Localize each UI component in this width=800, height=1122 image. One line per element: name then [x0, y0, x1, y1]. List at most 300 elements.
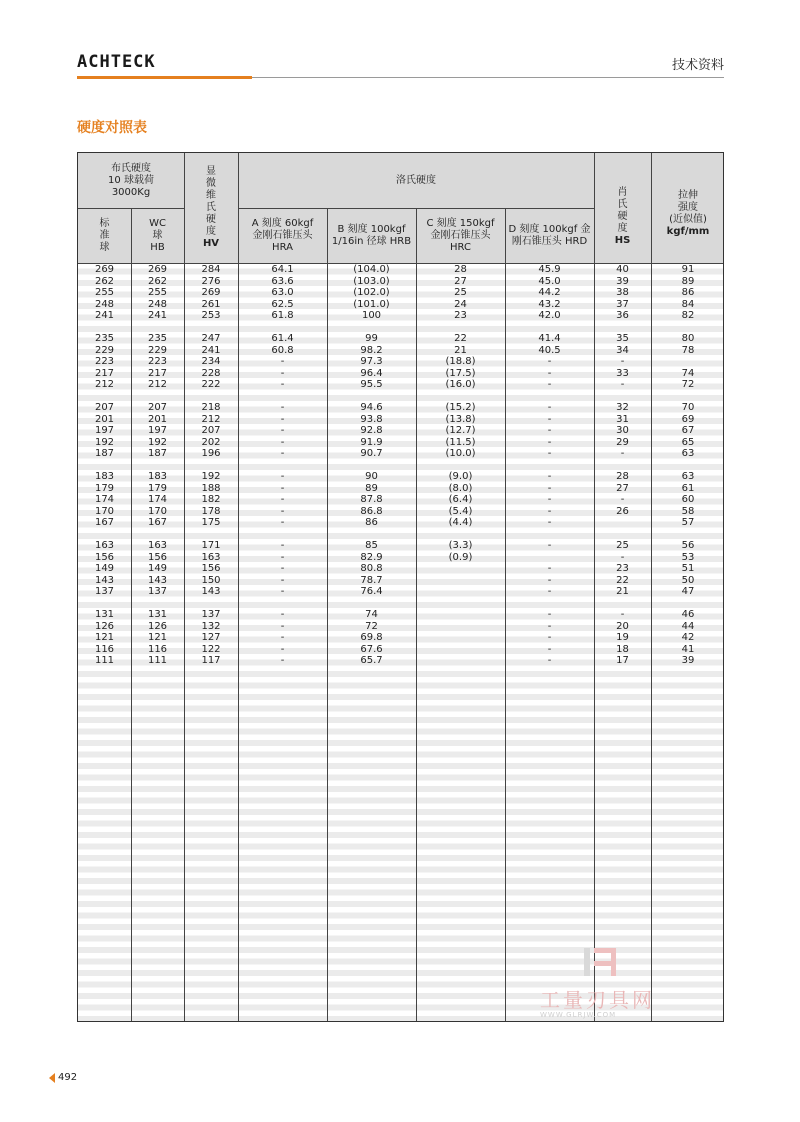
watermark — [530, 944, 670, 1024]
table-row — [78, 368, 723, 380]
hrd-cell: - — [547, 563, 552, 574]
std-ball-cell: 217 — [94, 367, 115, 379]
hrd-cell: - — [547, 402, 552, 413]
tensile-cell: 65 — [681, 436, 695, 448]
hv-cell: 284 — [201, 264, 221, 275]
tensile-cell: 63 — [681, 448, 695, 459]
brinell-group-header: 布氏硬度 10 球载荷 3000Kg — [108, 162, 154, 198]
std-ball-cell: 229 — [94, 344, 115, 356]
hv-cell: 175 — [201, 517, 221, 528]
hrb-header: B 刻度 100kgf 1/16in 径球 HRB — [331, 223, 412, 247]
hv-cell: 150 — [201, 574, 221, 586]
hrc-cell: 27 — [454, 275, 467, 287]
hs-cell: 38 — [616, 287, 629, 298]
hrc-header: C 刻度 150kgf 金刚石锥压头 HRC — [426, 217, 495, 253]
hrd-cell: - — [547, 471, 552, 482]
hrb-cell: 96.4 — [360, 367, 383, 379]
table-row — [78, 494, 723, 506]
std-ball-header: 标准球 — [99, 217, 110, 253]
wc-ball-cell: 121 — [147, 632, 168, 643]
hra-cell: - — [280, 551, 285, 563]
table-row — [78, 437, 723, 449]
wc-ball-cell: 156 — [147, 551, 168, 563]
wc-ball-cell: 235 — [147, 333, 168, 344]
hs-cell: 29 — [616, 436, 629, 448]
hrb-cell: (101.0) — [353, 298, 390, 310]
wc-ball-cell: 187 — [147, 448, 168, 459]
wc-ball-cell: 223 — [147, 356, 168, 367]
hrb-cell: 100 — [361, 310, 382, 321]
hs-cell: - — [620, 494, 625, 505]
hra-cell: - — [280, 425, 285, 436]
wc-ball-cell: 116 — [147, 643, 168, 655]
wc-ball-header: WC 球 HB — [149, 217, 166, 253]
hrb-cell: 74 — [365, 609, 378, 620]
tensile-cell: 44 — [681, 620, 695, 632]
hrd-cell: 43.2 — [538, 298, 561, 310]
hs-cell: 36 — [616, 310, 629, 321]
table-row — [78, 621, 723, 633]
tensile-cell: 61 — [681, 482, 695, 494]
tensile-cell: 53 — [681, 551, 695, 563]
tensile-cell: 42 — [681, 632, 695, 643]
tensile-cell: 58 — [681, 505, 695, 517]
hrd-cell: - — [547, 494, 552, 505]
hs-cell: 40 — [616, 264, 629, 275]
wc-ball-cell: 217 — [147, 367, 168, 379]
tensile-cell: 72 — [681, 379, 695, 390]
hra-cell: - — [280, 632, 285, 643]
std-ball-cell: 212 — [94, 379, 115, 390]
std-ball-cell: 201 — [94, 413, 115, 425]
tensile-cell: 51 — [681, 563, 695, 574]
table-row — [78, 552, 723, 564]
wc-ball-cell: 269 — [147, 264, 168, 275]
table-row — [78, 655, 723, 667]
hs-cell: 32 — [616, 402, 629, 413]
hs-cell: - — [620, 379, 625, 390]
header-accent-rule — [77, 76, 252, 79]
hv-cell: 222 — [201, 379, 221, 390]
hra-cell: - — [280, 471, 285, 482]
wc-ball-cell: 126 — [147, 620, 168, 632]
wc-ball-cell: 179 — [147, 482, 168, 494]
hrd-cell: 45.0 — [538, 275, 561, 287]
hra-cell: - — [280, 517, 285, 528]
hs-cell: 17 — [616, 655, 629, 666]
hv-cell: 212 — [201, 413, 221, 425]
tensile-cell: 41 — [681, 643, 695, 655]
tensile-cell: 39 — [681, 655, 695, 666]
wc-ball-cell: 212 — [147, 379, 168, 390]
table-row — [78, 483, 723, 495]
hrd-cell: - — [547, 413, 552, 425]
hs-cell: 23 — [616, 563, 629, 574]
hra-cell: - — [280, 413, 285, 425]
hrd-cell: 45.9 — [538, 264, 561, 275]
wc-ball-cell: 174 — [147, 494, 168, 505]
hs-cell: 27 — [616, 482, 629, 494]
tensile-cell: 84 — [681, 298, 695, 310]
wc-ball-cell: 183 — [147, 471, 168, 482]
std-ball-cell: 167 — [94, 517, 115, 528]
table-row — [78, 276, 723, 288]
hrc-cell: (6.4) — [448, 494, 473, 505]
table-row — [78, 632, 723, 644]
hrb-cell: 86 — [365, 517, 378, 528]
hrb-cell: 97.3 — [360, 356, 383, 367]
hv-cell: 171 — [201, 540, 221, 551]
table-row — [78, 586, 723, 598]
hra-cell: 61.4 — [271, 333, 294, 344]
shore-unit: HS — [614, 235, 631, 246]
tensile-cell: 69 — [681, 413, 695, 425]
vickers-header: 显微维氏硬度 — [206, 166, 216, 237]
tensile-cell: 91 — [681, 264, 695, 275]
hrc-cell: 24 — [454, 298, 467, 310]
tensile-unit: kgf/mm — [666, 226, 710, 237]
std-ball-cell: 183 — [94, 471, 115, 482]
hs-cell: 25 — [616, 540, 629, 551]
table-row — [78, 644, 723, 656]
hrb-cell: 69.8 — [360, 632, 383, 643]
table-row — [78, 379, 723, 391]
hs-cell: - — [620, 356, 625, 367]
hra-cell: - — [280, 494, 285, 505]
hrb-cell: 76.4 — [360, 586, 383, 597]
wc-ball-cell: 255 — [147, 287, 168, 298]
tensile-cell — [651, 356, 724, 368]
table-row — [78, 517, 723, 529]
wc-ball-cell: 167 — [147, 517, 168, 528]
hv-cell: 132 — [201, 620, 221, 632]
hra-cell: 64.1 — [271, 264, 294, 275]
tensile-cell: 89 — [681, 275, 695, 287]
hrd-cell: 42.0 — [538, 310, 561, 321]
wc-ball-cell: 241 — [147, 310, 168, 321]
table-row — [78, 425, 723, 437]
std-ball-cell: 163 — [94, 540, 115, 551]
hra-cell: - — [280, 620, 285, 632]
hv-cell: 207 — [201, 425, 221, 436]
hrc-cell: 25 — [454, 287, 467, 298]
hs-cell: 30 — [616, 425, 629, 436]
std-ball-cell: 126 — [94, 620, 115, 632]
hra-cell: - — [280, 586, 285, 597]
std-ball-cell: 179 — [94, 482, 115, 494]
hv-cell: 188 — [201, 482, 221, 494]
hra-cell: - — [280, 563, 285, 574]
hrc-cell: (18.8) — [445, 356, 476, 367]
hra-cell: - — [280, 402, 285, 413]
hrb-cell: 85 — [365, 540, 378, 551]
std-ball-cell: 170 — [94, 505, 115, 517]
wc-ball-cell: 207 — [147, 402, 168, 413]
hrb-cell: 90 — [365, 471, 378, 482]
hs-cell: 22 — [616, 574, 629, 586]
hrd-header: D 刻度 100kgf 金 刚石锥压头 HRD — [508, 223, 591, 247]
table-row — [78, 402, 723, 414]
table-row — [78, 345, 723, 357]
page-number: 492 — [58, 1072, 78, 1083]
hrc-cell: (9.0) — [448, 471, 473, 482]
hv-cell: 122 — [201, 643, 221, 655]
table-row — [78, 540, 723, 552]
hrb-cell: 78.7 — [360, 574, 383, 586]
hrd-cell: - — [547, 586, 552, 597]
tensile-cell: 82 — [681, 310, 695, 321]
hra-cell: - — [280, 643, 285, 655]
hrb-cell: (104.0) — [353, 264, 390, 275]
hv-cell: 196 — [201, 448, 221, 459]
hra-cell: - — [280, 655, 285, 666]
hs-cell: 28 — [616, 471, 629, 482]
hrc-cell — [416, 655, 505, 667]
std-ball-cell: 235 — [94, 333, 115, 344]
hrd-cell: 41.4 — [538, 333, 561, 344]
hs-cell: - — [620, 551, 625, 563]
hrd-cell: - — [547, 540, 552, 551]
std-ball-cell: 223 — [94, 356, 115, 367]
hv-cell: 276 — [201, 275, 221, 287]
table-row — [78, 414, 723, 426]
hrd-cell: 44.2 — [538, 287, 561, 298]
wc-ball-cell: 170 — [147, 505, 168, 517]
hv-cell: 182 — [201, 494, 221, 505]
wc-ball-cell: 262 — [147, 275, 168, 287]
rockwell-group-header: 洛氏硬度 — [396, 174, 436, 186]
hs-cell: 26 — [616, 505, 629, 517]
std-ball-cell: 149 — [94, 563, 115, 574]
hv-cell: 156 — [201, 563, 221, 574]
hra-cell: - — [280, 609, 285, 620]
hrc-cell: 22 — [454, 333, 467, 344]
tensile-cell: 50 — [681, 574, 695, 586]
std-ball-cell: 197 — [94, 425, 115, 436]
tensile-cell: 86 — [681, 287, 695, 298]
hra-cell: - — [280, 367, 285, 379]
hrb-cell: 93.8 — [360, 413, 383, 425]
hra-cell: - — [280, 540, 285, 551]
wc-ball-cell: 137 — [147, 586, 168, 597]
page-arrow-icon — [49, 1073, 55, 1083]
hs-cell: 18 — [616, 643, 629, 655]
hrd-cell: - — [547, 609, 552, 620]
hv-cell: 261 — [201, 298, 221, 310]
table-row — [78, 609, 723, 621]
wc-ball-cell: 131 — [147, 609, 168, 620]
tensile-cell: 56 — [681, 540, 695, 551]
table-row — [78, 299, 723, 311]
hv-cell: 117 — [201, 655, 221, 666]
hrc-cell: (13.8) — [445, 413, 476, 425]
hrb-cell: 86.8 — [360, 505, 383, 517]
std-ball-cell: 187 — [94, 448, 115, 459]
hrd-cell: - — [547, 574, 552, 586]
hs-cell: - — [620, 609, 625, 620]
hra-cell: 63.6 — [271, 275, 294, 287]
watermark-url: WWW.GLRJW.COM — [540, 1011, 617, 1019]
wc-ball-cell: 143 — [147, 574, 168, 586]
hrd-cell: - — [547, 356, 552, 367]
std-ball-cell: 131 — [94, 609, 115, 620]
wc-ball-cell: 201 — [147, 413, 168, 425]
hs-cell: 39 — [616, 275, 629, 287]
std-ball-cell: 241 — [94, 310, 115, 321]
hs-cell: 37 — [616, 298, 629, 310]
hv-cell: 269 — [201, 287, 221, 298]
table-row — [78, 575, 723, 587]
hs-cell — [594, 517, 651, 529]
hv-cell: 163 — [201, 551, 221, 563]
hrc-cell — [416, 632, 505, 644]
tensile-cell: 70 — [681, 402, 695, 413]
hrd-cell: - — [547, 379, 552, 390]
hrb-cell: 94.6 — [360, 402, 383, 413]
hrb-cell: (103.0) — [353, 275, 390, 287]
hrd-cell: 40.5 — [538, 344, 561, 356]
hrb-cell: 91.9 — [360, 436, 383, 448]
tensile-cell: 67 — [681, 425, 695, 436]
wc-ball-cell: 111 — [147, 655, 168, 666]
hrc-cell: (0.9) — [448, 551, 473, 563]
hrb-cell: 65.7 — [360, 655, 383, 666]
hra-cell: 62.5 — [271, 298, 294, 310]
hra-cell: - — [280, 379, 285, 390]
hrc-cell — [416, 563, 505, 575]
hv-cell: 253 — [201, 310, 221, 321]
std-ball-cell: 121 — [94, 632, 115, 643]
hra-cell: 63.0 — [271, 287, 294, 298]
hrd-cell: - — [547, 505, 552, 517]
hv-cell: 127 — [201, 632, 221, 643]
table-row — [78, 264, 723, 276]
wc-ball-cell: 248 — [147, 298, 168, 310]
hardness-conversion-table — [77, 152, 724, 1022]
std-ball-cell: 156 — [94, 551, 115, 563]
header-title: 技术资料 — [671, 58, 724, 73]
hrd-cell: - — [547, 436, 552, 448]
std-ball-cell: 192 — [94, 436, 115, 448]
hrb-cell: (102.0) — [353, 287, 390, 298]
table-row — [78, 471, 723, 483]
hs-cell: - — [620, 448, 625, 459]
tensile-cell: 74 — [681, 367, 695, 379]
hra-cell: - — [280, 356, 285, 367]
hra-cell: - — [280, 448, 285, 459]
std-ball-cell: 143 — [94, 574, 115, 586]
hrd-cell: - — [547, 643, 552, 655]
hs-cell: 19 — [616, 632, 629, 643]
hrc-cell — [416, 644, 505, 656]
hv-cell: 202 — [201, 436, 221, 448]
hs-cell: 34 — [616, 344, 629, 356]
hv-cell: 247 — [201, 333, 221, 344]
hrb-cell: 80.8 — [360, 563, 383, 574]
hrc-cell: (5.4) — [448, 505, 473, 517]
hrc-cell — [416, 621, 505, 633]
hv-cell: 228 — [201, 367, 221, 379]
vickers-unit: HV — [202, 238, 220, 249]
hrc-cell — [416, 586, 505, 598]
hrd-cell: - — [547, 448, 552, 459]
hv-cell: 234 — [201, 356, 221, 367]
hrb-cell: 67.6 — [360, 643, 383, 655]
wc-ball-cell: 229 — [147, 344, 168, 356]
hrd-cell: - — [547, 367, 552, 379]
wc-ball-cell: 163 — [147, 540, 168, 551]
tensile-cell: 63 — [681, 471, 695, 482]
table-row — [78, 310, 723, 322]
hrd-cell: - — [547, 425, 552, 436]
hs-cell: 31 — [616, 413, 629, 425]
hra-cell: 61.8 — [271, 310, 294, 321]
table-row — [78, 356, 723, 368]
tensile-cell: 78 — [681, 344, 695, 356]
hrd-cell: - — [547, 517, 552, 528]
tensile-cell: 46 — [681, 609, 695, 620]
watermark-logo-icon — [580, 944, 620, 980]
hra-header: A 刻度 60kgf 金刚石锥压头 HRA — [251, 217, 314, 253]
hs-cell: 35 — [616, 333, 629, 344]
hs-cell: 33 — [616, 367, 629, 379]
hrc-cell: (16.0) — [445, 379, 476, 390]
hrc-cell: 21 — [454, 344, 467, 356]
wc-ball-cell: 192 — [147, 436, 168, 448]
hrd-cell: - — [547, 482, 552, 494]
std-ball-cell: 269 — [94, 264, 115, 275]
tensile-cell: 57 — [681, 517, 695, 528]
brand-logo: ACHTECK — [77, 52, 156, 72]
hrc-cell: (10.0) — [445, 448, 476, 459]
std-ball-cell: 207 — [94, 402, 115, 413]
wc-ball-cell: 197 — [147, 425, 168, 436]
hra-cell: 60.8 — [271, 344, 294, 356]
section-title: 硬度对照表 — [77, 120, 147, 136]
std-ball-cell: 248 — [94, 298, 115, 310]
hrc-cell: 28 — [454, 264, 467, 275]
hv-cell: 192 — [201, 471, 221, 482]
shore-header: 肖氏硬度 — [617, 187, 628, 234]
tensile-cell: 47 — [681, 586, 695, 597]
hrb-cell: 98.2 — [360, 344, 383, 356]
hs-cell: 21 — [616, 586, 629, 597]
wc-ball-cell: 149 — [147, 563, 168, 574]
std-ball-cell: 174 — [94, 494, 115, 505]
std-ball-cell: 255 — [94, 287, 115, 298]
table-row — [78, 506, 723, 518]
table-row — [78, 287, 723, 299]
table-row — [78, 563, 723, 575]
hrb-cell: 99 — [365, 333, 378, 344]
hra-cell: - — [280, 436, 285, 448]
hrd-cell: - — [547, 655, 552, 666]
tensile-cell: 60 — [681, 494, 695, 505]
hv-cell: 178 — [201, 505, 221, 517]
hrb-cell: 89 — [365, 482, 378, 494]
hrc-cell: (15.2) — [445, 402, 476, 413]
std-ball-cell: 116 — [94, 643, 115, 655]
std-ball-cell: 111 — [94, 655, 115, 666]
hrb-cell: 87.8 — [360, 494, 383, 505]
hrc-cell: (3.3) — [448, 540, 473, 551]
hv-cell: 241 — [201, 344, 221, 356]
hrc-cell: (4.4) — [448, 517, 473, 528]
hrc-cell: (17.5) — [445, 367, 476, 379]
tensile-cell: 80 — [681, 333, 695, 344]
hs-cell: 20 — [616, 620, 629, 632]
tensile-header: 拉伸 强度 (近似值) — [669, 190, 707, 225]
